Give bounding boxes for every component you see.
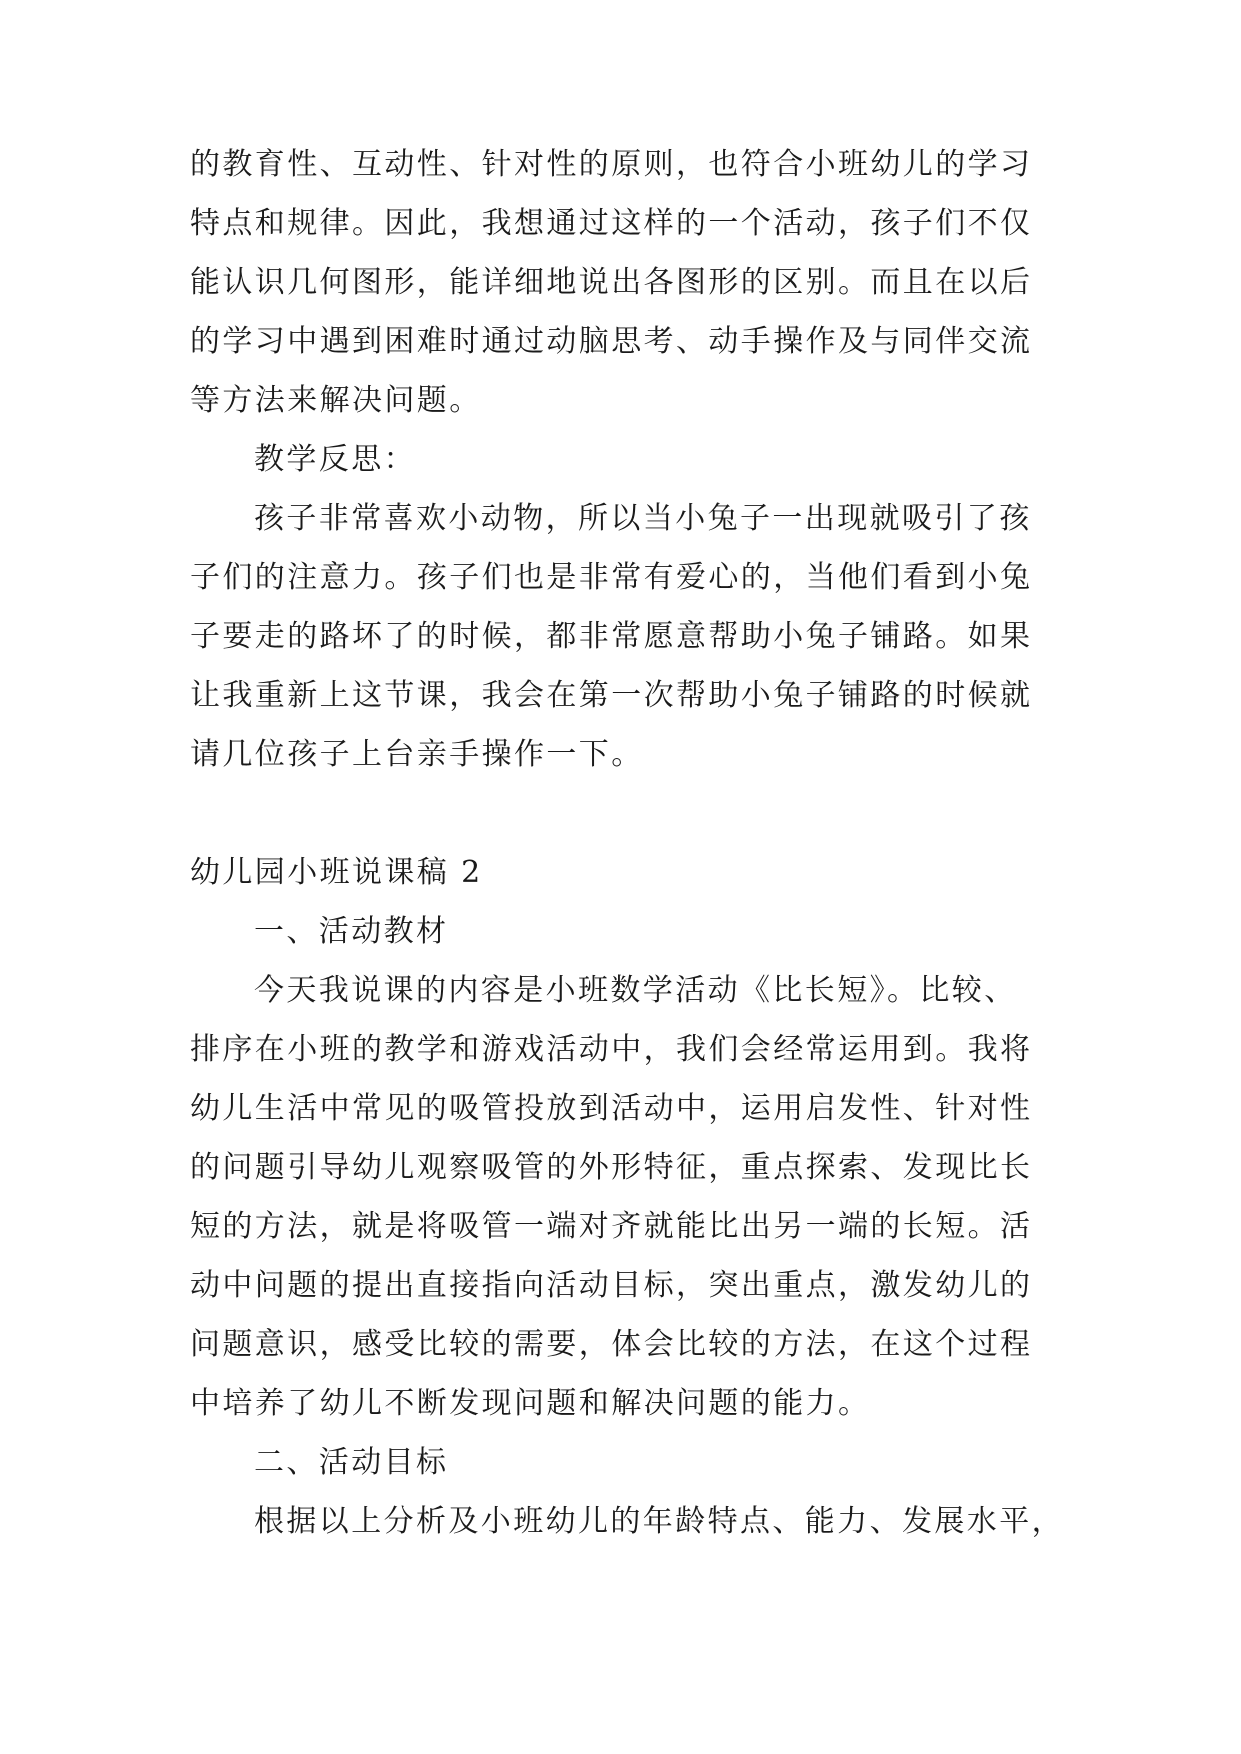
document-title: 幼儿园小班说课稿 2 (190, 855, 483, 890)
text-line: 的学习中遇到困难时通过动脑思考、动手操作及与同伴交流 (190, 324, 1033, 359)
text-line: 等方法来解决问题。 (190, 383, 482, 418)
text-line: 的问题引导幼儿观察吸管的外形特征，重点探索、发现比长 (190, 1150, 1033, 1185)
text-line: 问题意识，感受比较的需要，体会比较的方法，在这个过程 (190, 1327, 1033, 1362)
text-line: 子们的注意力。孩子们也是非常有爱心的，当他们看到小兔 (190, 560, 1033, 595)
text-line: 特点和规律。因此，我想通过这样的一个活动，孩子们不仅 (190, 206, 1033, 241)
section-heading-goals: 二、活动目标 (254, 1445, 449, 1480)
text-line: 子要走的路坏了的时候，都非常愿意帮助小兔子铺路。如果 (190, 619, 1033, 654)
text-line: 能认识几何图形，能详细地说出各图形的区别。而且在以后 (190, 265, 1033, 300)
text-line: 让我重新上这节课，我会在第一次帮助小兔子铺路的时候就 (190, 678, 1033, 713)
text-line: 根据以上分析及小班幼儿的年龄特点、能力、发展水平， (254, 1504, 1064, 1539)
text-line: 幼儿生活中常见的吸管投放到活动中，运用启发性、针对性 (190, 1091, 1033, 1126)
text-line: 动中问题的提出直接指向活动目标，突出重点，激发幼儿的 (190, 1268, 1033, 1303)
text-line: 孩子非常喜欢小动物，所以当小兔子一出现就吸引了孩 (254, 501, 1032, 536)
text-line: 中培养了幼儿不断发现问题和解决问题的能力。 (190, 1386, 871, 1421)
text-line: 今天我说课的内容是小班数学活动《比长短》。比较、 (254, 973, 1017, 1008)
text-line: 的教育性、互动性、针对性的原则，也符合小班幼儿的学习 (190, 147, 1033, 182)
text-line: 短的方法，就是将吸管一端对齐就能比出另一端的长短。活 (190, 1209, 1033, 1244)
text-line: 请几位孩子上台亲手操作一下。 (190, 737, 644, 772)
text-line: 排序在小班的教学和游戏活动中，我们会经常运用到。我将 (190, 1032, 1033, 1067)
section-heading-materials: 一、活动教材 (254, 914, 449, 949)
section-heading-reflection: 教学反思： (254, 442, 416, 477)
